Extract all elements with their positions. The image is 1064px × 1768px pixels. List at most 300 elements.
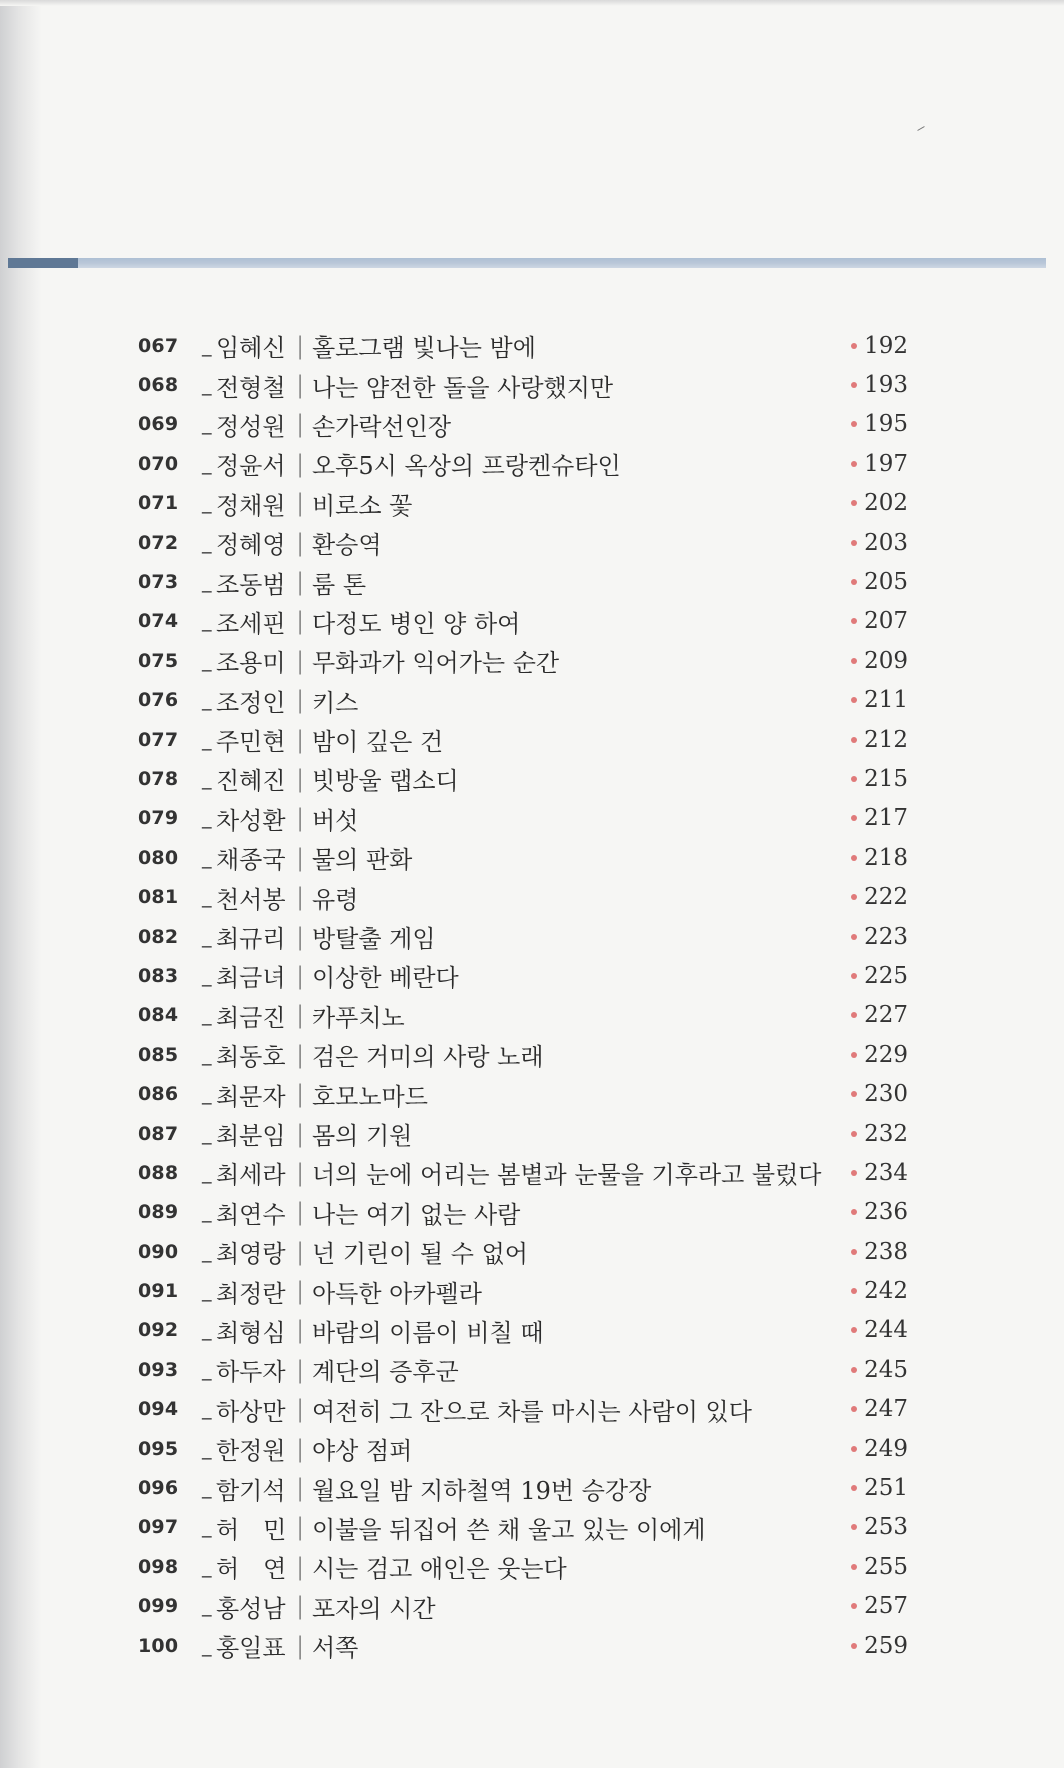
entry-number-suffix: _ xyxy=(202,452,212,475)
entry-page xyxy=(851,845,908,871)
entry-page-number: 215 xyxy=(864,765,908,792)
toc-entry xyxy=(138,759,908,798)
entry-separator: | xyxy=(296,489,305,518)
entry-page-number: 217 xyxy=(864,805,908,832)
entry-author: 정성원 xyxy=(216,412,286,441)
entry-number: 092 xyxy=(138,1319,179,1342)
entry-author: 최세라 xyxy=(216,1161,286,1190)
entry-separator: | xyxy=(296,1001,305,1030)
entry-number-suffix: _ xyxy=(202,1398,212,1421)
entry-title: 카푸치노 xyxy=(312,1003,405,1032)
entry-number-suffix: _ xyxy=(202,1280,212,1303)
entry-title: 오후5시 옥상의 프랑켄슈타인 xyxy=(312,452,621,481)
entry-number-suffix: _ xyxy=(202,1043,212,1066)
entry-number: 097 xyxy=(138,1516,179,1539)
entry-title: 넌 기린이 될 수 없어 xyxy=(312,1240,528,1269)
entry-author: 정윤서 xyxy=(216,452,286,481)
entry-number: 087 xyxy=(138,1122,179,1145)
entry-title: 서쪽 xyxy=(312,1634,359,1663)
entry-page-number: 229 xyxy=(864,1041,908,1068)
bullet-dot-icon xyxy=(851,1091,857,1097)
entry-author: 조용미 xyxy=(216,649,286,678)
entry-page xyxy=(851,648,908,674)
entry-page-number: 202 xyxy=(864,490,908,517)
toc-entry xyxy=(138,444,908,483)
entry-number-suffix: _ xyxy=(202,807,212,830)
entry-page xyxy=(851,490,908,516)
entry-author: 차성환 xyxy=(216,806,286,835)
entry-author: 허 연 xyxy=(216,1555,287,1584)
entry-number: 088 xyxy=(138,1161,179,1184)
entry-number: 074 xyxy=(138,610,179,633)
entry-page-number: 223 xyxy=(864,923,908,950)
bullet-dot-icon xyxy=(851,1249,857,1255)
entry-page-number: 234 xyxy=(864,1159,908,1186)
entry-number-suffix: _ xyxy=(202,1122,212,1145)
entry-number: 072 xyxy=(138,531,179,554)
entry-separator: | xyxy=(296,331,305,360)
entry-page xyxy=(851,1436,908,1462)
entry-title: 빗방울 랩소디 xyxy=(312,767,459,796)
entry-number: 071 xyxy=(138,492,179,515)
bullet-dot-icon xyxy=(851,737,857,743)
entry-number-suffix: _ xyxy=(202,334,212,357)
entry-separator: | xyxy=(296,804,305,833)
entry-page xyxy=(851,1317,908,1343)
entry-number: 082 xyxy=(138,925,179,948)
entry-page xyxy=(851,1396,908,1422)
entry-author: 허 민 xyxy=(216,1515,287,1544)
entry-number-suffix: _ xyxy=(202,1240,212,1263)
entry-page-number: 207 xyxy=(864,608,908,635)
bullet-dot-icon xyxy=(851,343,857,349)
bullet-dot-icon xyxy=(851,1564,857,1570)
entry-author: 최동호 xyxy=(216,1043,286,1072)
entry-page xyxy=(851,805,908,831)
entry-separator: | xyxy=(296,764,305,793)
toc-entry xyxy=(138,838,908,877)
toc-entry xyxy=(138,1114,908,1153)
toc-entry xyxy=(138,917,908,956)
print-speck xyxy=(917,126,924,131)
entry-page xyxy=(851,411,908,437)
toc-entry xyxy=(138,562,908,601)
entry-title: 비로소 꽃 xyxy=(312,491,413,520)
header-rule xyxy=(8,258,1046,268)
entry-page-number: 192 xyxy=(864,332,908,359)
entry-author: 최규리 xyxy=(216,925,286,954)
entry-author: 한정원 xyxy=(216,1437,286,1466)
entry-page-number: 255 xyxy=(864,1553,908,1580)
entry-number: 075 xyxy=(138,649,179,672)
entry-separator: | xyxy=(296,528,305,557)
toc-entry xyxy=(138,523,908,562)
entry-number-suffix: _ xyxy=(202,1634,212,1657)
entry-title: 검은 거미의 사랑 노래 xyxy=(312,1043,544,1072)
entry-page-number: 230 xyxy=(864,1081,908,1108)
entry-author: 정혜영 xyxy=(216,531,286,560)
entry-page-number: 245 xyxy=(864,1356,908,1383)
entry-page-number: 212 xyxy=(864,726,908,753)
toc-entry xyxy=(138,1350,908,1389)
toc-entry xyxy=(138,602,908,641)
toc-entry xyxy=(138,326,908,365)
entry-number: 085 xyxy=(138,1043,179,1066)
entry-title: 아득한 아카펠라 xyxy=(312,1279,482,1308)
entry-author: 천서봉 xyxy=(216,885,286,914)
toc-entry xyxy=(138,484,908,523)
entry-title: 룸 톤 xyxy=(312,570,366,599)
entry-number-suffix: _ xyxy=(202,571,212,594)
entry-page xyxy=(851,1081,908,1107)
entry-separator: | xyxy=(296,1395,305,1424)
entry-title: 야상 점퍼 xyxy=(312,1437,413,1466)
entry-number-suffix: _ xyxy=(202,610,212,633)
entry-title: 홀로그램 빛나는 밤에 xyxy=(312,334,536,363)
bullet-dot-icon xyxy=(851,815,857,821)
toc-entry xyxy=(138,1547,908,1586)
entry-page xyxy=(851,924,908,950)
entry-number-suffix: _ xyxy=(202,374,212,397)
entry-number: 084 xyxy=(138,1004,179,1027)
entry-page-number: 211 xyxy=(864,687,908,714)
entry-number: 083 xyxy=(138,964,179,987)
toc-entry xyxy=(138,1193,908,1232)
entry-author: 하상만 xyxy=(216,1397,286,1426)
entry-author: 조동범 xyxy=(216,570,286,599)
entry-page xyxy=(851,1278,908,1304)
entry-title: 나는 여기 없는 사람 xyxy=(312,1200,521,1229)
entry-title: 바람의 이름이 비칠 때 xyxy=(312,1318,544,1347)
entry-number: 067 xyxy=(138,334,179,357)
entry-number-suffix: _ xyxy=(202,964,212,987)
entry-page xyxy=(851,766,908,792)
toc-entry xyxy=(138,681,908,720)
toc-entry xyxy=(138,1626,908,1665)
entry-page-number: 236 xyxy=(864,1199,908,1226)
entry-separator: | xyxy=(296,410,305,439)
entry-number: 077 xyxy=(138,728,179,751)
entry-number: 090 xyxy=(138,1240,179,1263)
entry-author: 전형철 xyxy=(216,373,286,402)
entry-page xyxy=(851,608,908,634)
entry-author: 홍일표 xyxy=(216,1634,286,1663)
entry-title: 무화과가 익어가는 순간 xyxy=(312,649,560,678)
entry-number-suffix: _ xyxy=(202,1201,212,1224)
bullet-dot-icon xyxy=(851,1131,857,1137)
entry-separator: | xyxy=(296,1552,305,1581)
entry-separator: | xyxy=(296,607,305,636)
entry-separator: | xyxy=(296,371,305,400)
entry-page xyxy=(851,1633,908,1659)
entry-number: 095 xyxy=(138,1437,179,1460)
entry-number-suffix: _ xyxy=(202,1516,212,1539)
entry-author: 홍성남 xyxy=(216,1594,286,1623)
entry-number-suffix: _ xyxy=(202,1004,212,1027)
entry-author: 최연수 xyxy=(216,1200,286,1229)
entry-separator: | xyxy=(296,1080,305,1109)
toc-entry xyxy=(138,1035,908,1074)
entry-page xyxy=(851,1593,908,1619)
entry-page xyxy=(851,372,908,398)
bullet-dot-icon xyxy=(851,1288,857,1294)
entry-separator: | xyxy=(296,1119,305,1148)
entry-author: 최금녀 xyxy=(216,964,286,993)
entry-page xyxy=(851,1554,908,1580)
entry-separator: | xyxy=(296,1316,305,1345)
entry-title: 계단의 증후군 xyxy=(312,1358,459,1387)
entry-number: 069 xyxy=(138,413,179,436)
bullet-dot-icon xyxy=(851,1012,857,1018)
entry-separator: | xyxy=(296,646,305,675)
entry-page xyxy=(851,1199,908,1225)
entry-number-suffix: _ xyxy=(202,492,212,515)
entry-separator: | xyxy=(296,1040,305,1069)
entry-title: 이상한 베란다 xyxy=(312,964,459,993)
entry-page-number: 259 xyxy=(864,1632,908,1659)
entry-title: 너의 눈에 어리는 봄볕과 눈물을 기후라고 불렀다 xyxy=(312,1161,822,1190)
entry-page-number: 222 xyxy=(864,884,908,911)
bullet-dot-icon xyxy=(851,421,857,427)
entry-number-suffix: _ xyxy=(202,925,212,948)
bullet-dot-icon xyxy=(851,1052,857,1058)
entry-number: 070 xyxy=(138,452,179,475)
entry-title: 손가락선인장 xyxy=(312,412,452,441)
bullet-dot-icon xyxy=(851,1643,857,1649)
entry-number-suffix: _ xyxy=(202,649,212,672)
toc-entry xyxy=(138,996,908,1035)
toc-entry xyxy=(138,1587,908,1626)
entry-separator: | xyxy=(296,1592,305,1621)
entry-number-suffix: _ xyxy=(202,728,212,751)
entry-number: 079 xyxy=(138,807,179,830)
entry-separator: | xyxy=(296,843,305,872)
entry-separator: | xyxy=(296,1513,305,1542)
entry-author: 최금진 xyxy=(216,1003,286,1032)
entry-page xyxy=(851,1002,908,1028)
entry-page xyxy=(851,1475,908,1501)
toc-entry xyxy=(138,956,908,995)
bullet-dot-icon xyxy=(851,658,857,664)
entry-page xyxy=(851,1042,908,1068)
entry-separator: | xyxy=(296,1237,305,1266)
entry-separator: | xyxy=(296,922,305,951)
entry-author: 최정란 xyxy=(216,1279,286,1308)
entry-page-number: 257 xyxy=(864,1593,908,1620)
bullet-dot-icon xyxy=(851,1603,857,1609)
entry-author: 주민현 xyxy=(216,728,286,757)
entry-page-number: 203 xyxy=(864,529,908,556)
entry-separator: | xyxy=(296,1474,305,1503)
bullet-dot-icon xyxy=(851,1485,857,1491)
entry-title: 방탈출 게임 xyxy=(312,925,436,954)
entry-number: 100 xyxy=(138,1634,179,1657)
toc-entry xyxy=(138,1508,908,1547)
entry-author: 최형심 xyxy=(216,1318,286,1347)
entry-page-number: 249 xyxy=(864,1435,908,1462)
entry-page xyxy=(851,963,908,989)
entry-page-number: 195 xyxy=(864,411,908,438)
entry-page xyxy=(851,333,908,359)
entry-page-number: 218 xyxy=(864,844,908,871)
entry-separator: | xyxy=(296,1434,305,1463)
entry-page xyxy=(851,569,908,595)
toc-entry xyxy=(138,877,908,916)
entry-title: 유령 xyxy=(312,885,359,914)
bullet-dot-icon xyxy=(851,461,857,467)
entry-number: 089 xyxy=(138,1201,179,1224)
entry-number: 078 xyxy=(138,767,179,790)
entry-page xyxy=(851,1239,908,1265)
entry-number-suffix: _ xyxy=(202,689,212,712)
toc-entry xyxy=(138,799,908,838)
entry-author: 정채원 xyxy=(216,491,286,520)
entry-number-suffix: _ xyxy=(202,1161,212,1184)
entry-page-number: 197 xyxy=(864,450,908,477)
entry-author: 진혜진 xyxy=(216,767,286,796)
bullet-dot-icon xyxy=(851,1406,857,1412)
entry-number: 096 xyxy=(138,1477,179,1500)
entry-author: 임혜신 xyxy=(216,334,286,363)
bullet-dot-icon xyxy=(851,579,857,585)
bullet-dot-icon xyxy=(851,618,857,624)
toc-entry xyxy=(138,1271,908,1310)
entry-page xyxy=(851,884,908,910)
entry-page xyxy=(851,1121,908,1147)
entry-number: 081 xyxy=(138,886,179,909)
entry-author: 조세핀 xyxy=(216,609,286,638)
entry-separator: | xyxy=(296,725,305,754)
toc-entry xyxy=(138,720,908,759)
entry-separator: | xyxy=(296,1355,305,1384)
entry-title: 시는 검고 애인은 웃는다 xyxy=(312,1555,567,1584)
entry-page-number: 247 xyxy=(864,1396,908,1423)
entry-separator: | xyxy=(296,449,305,478)
entry-number: 080 xyxy=(138,846,179,869)
entry-page xyxy=(851,451,908,477)
entry-number-suffix: _ xyxy=(202,1555,212,1578)
bullet-dot-icon xyxy=(851,934,857,940)
entry-title: 포자의 시간 xyxy=(312,1594,436,1623)
bullet-dot-icon xyxy=(851,855,857,861)
entry-page-number: 209 xyxy=(864,647,908,674)
bullet-dot-icon xyxy=(851,500,857,506)
entry-author: 최영랑 xyxy=(216,1240,286,1269)
entry-page xyxy=(851,1160,908,1186)
entry-number-suffix: _ xyxy=(202,413,212,436)
bullet-dot-icon xyxy=(851,1170,857,1176)
entry-number-suffix: _ xyxy=(202,1477,212,1500)
bullet-dot-icon xyxy=(851,776,857,782)
toc-entry xyxy=(138,1468,908,1507)
bullet-dot-icon xyxy=(851,1524,857,1530)
toc-entry xyxy=(138,641,908,680)
bullet-dot-icon xyxy=(851,894,857,900)
entry-number: 068 xyxy=(138,374,179,397)
entry-separator: | xyxy=(296,1277,305,1306)
entry-title: 환승역 xyxy=(312,531,382,560)
entry-separator: | xyxy=(296,883,305,912)
entry-separator: | xyxy=(296,961,305,990)
entry-title: 월요일 밤 지하철역 19번 승강장 xyxy=(312,1476,652,1505)
entry-number: 094 xyxy=(138,1398,179,1421)
toc-entry xyxy=(138,1153,908,1192)
entry-page xyxy=(851,1357,908,1383)
entry-page-number: 193 xyxy=(864,372,908,399)
entry-page-number: 225 xyxy=(864,962,908,989)
entry-number: 076 xyxy=(138,689,179,712)
entry-number-suffix: _ xyxy=(202,846,212,869)
bullet-dot-icon xyxy=(851,973,857,979)
entry-separator: | xyxy=(296,686,305,715)
entry-title: 여전히 그 잔으로 차를 마시는 사람이 있다 xyxy=(312,1397,752,1426)
entry-separator: | xyxy=(296,568,305,597)
table-of-contents xyxy=(138,326,908,1665)
entry-author: 최문자 xyxy=(216,1082,286,1111)
entry-title: 이불을 뒤집어 쓴 채 울고 있는 이에게 xyxy=(312,1515,706,1544)
entry-page-number: 251 xyxy=(864,1475,908,1502)
bullet-dot-icon xyxy=(851,1367,857,1373)
toc-entry xyxy=(138,1232,908,1271)
entry-title: 밤이 깊은 건 xyxy=(312,728,444,757)
entry-page xyxy=(851,1514,908,1540)
entry-number: 093 xyxy=(138,1358,179,1381)
toc-entry xyxy=(138,1390,908,1429)
entry-number-suffix: _ xyxy=(202,886,212,909)
entry-title: 나는 얌전한 돌을 사랑했지만 xyxy=(312,373,614,402)
entry-number-suffix: _ xyxy=(202,1083,212,1106)
entry-page-number: 244 xyxy=(864,1317,908,1344)
toc-entry xyxy=(138,405,908,444)
entry-number: 098 xyxy=(138,1555,179,1578)
entry-page-number: 227 xyxy=(864,1002,908,1029)
entry-author: 하두자 xyxy=(216,1358,286,1387)
bullet-dot-icon xyxy=(851,1209,857,1215)
entry-author: 함기석 xyxy=(216,1476,286,1505)
entry-number-suffix: _ xyxy=(202,1437,212,1460)
entry-title: 버섯 xyxy=(312,806,359,835)
entry-page-number: 205 xyxy=(864,569,908,596)
entry-page xyxy=(851,687,908,713)
toc-entry xyxy=(138,365,908,404)
entry-page-number: 232 xyxy=(864,1120,908,1147)
toc-entry xyxy=(138,1074,908,1113)
entry-title: 키스 xyxy=(312,688,359,717)
entry-page xyxy=(851,727,908,753)
entry-number: 099 xyxy=(138,1595,179,1618)
entry-title: 다정도 병인 양 하여 xyxy=(312,609,521,638)
bullet-dot-icon xyxy=(851,697,857,703)
entry-number-suffix: _ xyxy=(202,1595,212,1618)
entry-title: 물의 판화 xyxy=(312,846,413,875)
entry-page-number: 238 xyxy=(864,1238,908,1265)
entry-number: 091 xyxy=(138,1280,179,1303)
bullet-dot-icon xyxy=(851,1446,857,1452)
entry-author: 최분임 xyxy=(216,1122,286,1150)
toc-entry xyxy=(138,1429,908,1468)
page-top-edge xyxy=(0,0,1064,6)
entry-page-number: 242 xyxy=(864,1278,908,1305)
bullet-dot-icon xyxy=(851,1327,857,1333)
entry-author: 채종국 xyxy=(216,846,286,875)
entry-number-suffix: _ xyxy=(202,1319,212,1342)
entry-number-suffix: _ xyxy=(202,1358,212,1381)
entry-number-suffix: _ xyxy=(202,767,212,790)
entry-number: 073 xyxy=(138,571,179,594)
bullet-dot-icon xyxy=(851,540,857,546)
entry-page-number: 253 xyxy=(864,1514,908,1541)
toc-entry xyxy=(138,1311,908,1350)
